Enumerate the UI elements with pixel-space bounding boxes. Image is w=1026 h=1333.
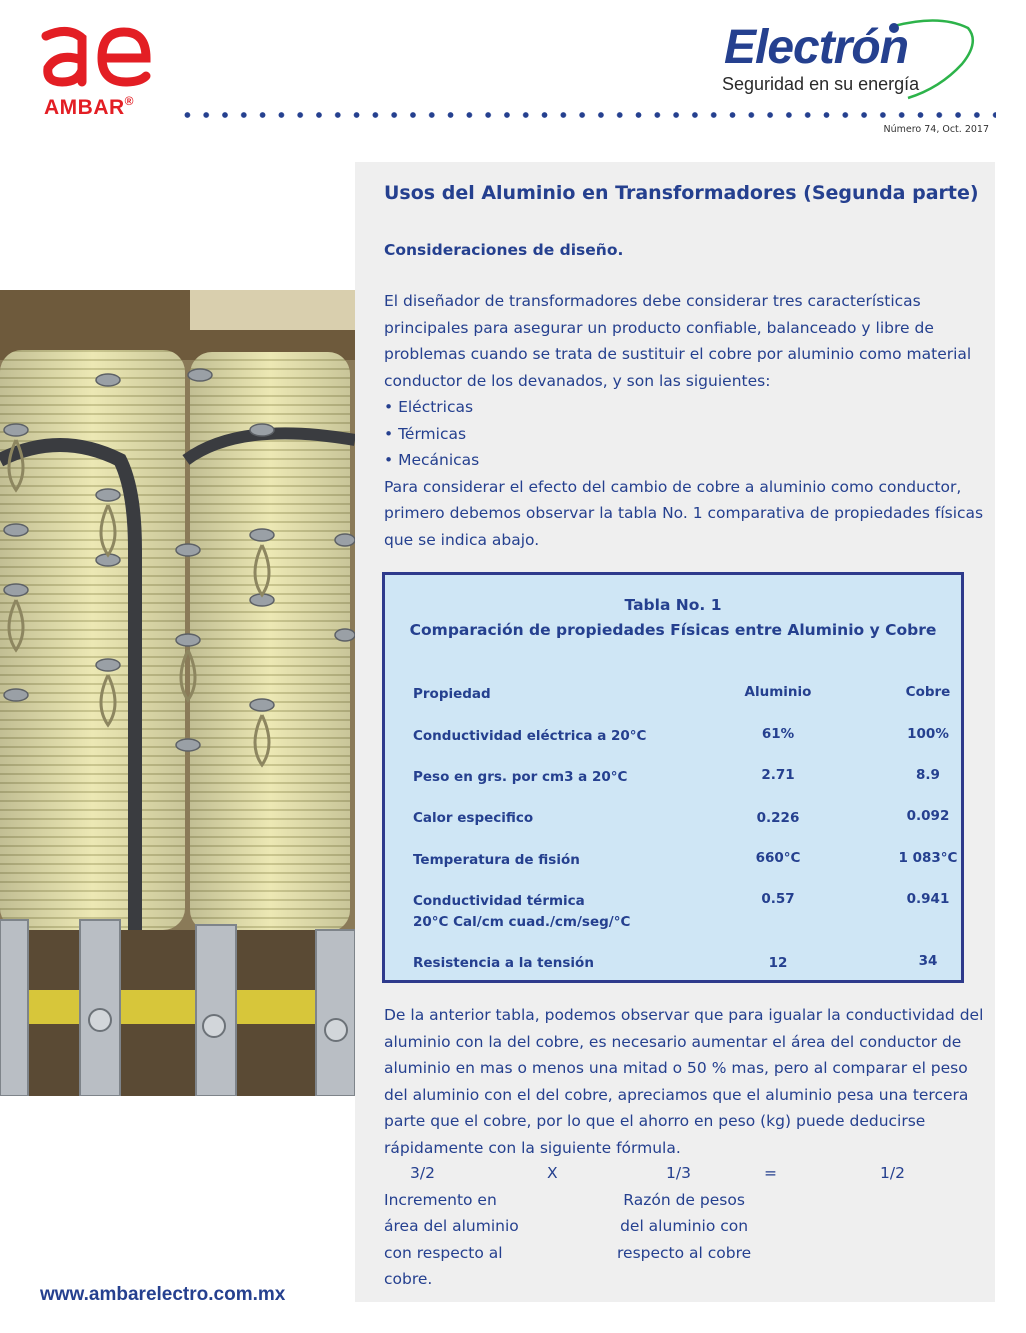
electron-brand: Electrón	[724, 21, 909, 74]
table-cell-aluminio: 0.226	[756, 810, 800, 826]
table-cell-property: Temperatura de fisión	[413, 852, 580, 868]
formula-operator-equals: =	[764, 1164, 777, 1182]
table-cell-cobre: 34	[918, 953, 938, 969]
table-header-cell: Cobre	[905, 684, 951, 700]
table-cell-property: Calor especifico	[413, 810, 534, 826]
table-header-cell: Aluminio	[744, 684, 812, 700]
formula-label-line: Razón de pesos	[623, 1191, 745, 1209]
article-title: Usos del Aluminio en Transformadores (Segunda parte)	[384, 182, 979, 204]
formula-term-b: 1/3	[666, 1164, 691, 1182]
formula-label-line: con respecto al	[384, 1243, 503, 1262]
comparison-table	[382, 572, 964, 983]
bullet-item: • Térmicas	[384, 424, 467, 443]
formula-operator-multiply: X	[547, 1164, 558, 1182]
table-cell-aluminio: 2.71	[761, 767, 795, 783]
issue-number: Número 74, Oct. 2017	[883, 124, 989, 135]
transformer-photo	[0, 290, 355, 1096]
table-cell-property: Peso en grs. por cm3 a 20°C	[413, 769, 628, 785]
formula-label-line: Incremento en	[384, 1191, 497, 1209]
table-cell-property: Resistencia a la tensión	[413, 955, 594, 971]
electron-logo	[718, 18, 980, 100]
intro-paragraph: El diseñador de transformadores debe considerar tres características principales para asegurar un producto confiable, balanceado y libre de problemas cuando se trata de sustituir el cobre por aluminio como material conductor de los devanados, y son las siguientes:	[384, 292, 972, 390]
table-cell-cobre: 8.9	[916, 767, 940, 783]
article-content	[384, 178, 984, 553]
bullet-item: • Eléctricas	[384, 398, 474, 416]
table-cell-property-line1: Conductividad térmica	[413, 893, 585, 909]
website-link[interactable]: www.ambarelectro.com.mx	[40, 1284, 286, 1305]
ambar-ae-logo	[38, 24, 154, 88]
table-cell-aluminio: 61%	[761, 726, 795, 742]
conclusion-text: De la anterior tabla, podemos observar que para igualar la conductividad del aluminio con la del cobre, es necesario aumentar el área del conductor de aluminio en mas o menos una mitad o 50 % mas, pero al comparar el peso del aluminio con el del cobre, apreciamos que el aluminio pesa una tercera parte que el cobre, por lo que el ahorro en peso (kg) puede deducirse rápidamente con la siguiente fórmula.	[384, 1006, 984, 1157]
table-caption-line1: Tabla No. 1	[624, 596, 722, 614]
article-subtitle: Consideraciones de diseño.	[384, 241, 624, 259]
electron-tagline: Seguridad en su energía	[722, 74, 920, 94]
formula-label-line: respecto al cobre	[617, 1243, 752, 1262]
ambar-brand: AMBAR®	[44, 94, 134, 119]
table-caption	[385, 593, 961, 643]
lead-paragraph: Para considerar el efecto del cambio de cobre a aluminio como conductor, primero debemos observar la tabla No. 1 comparativa de propiedades físicas que se indica abajo.	[384, 477, 984, 549]
table-cell-cobre: 100%	[907, 726, 949, 742]
table-header-cell: Propiedad	[413, 686, 491, 702]
formula-label-a	[384, 1187, 519, 1292]
table-cell-aluminio: 660°C	[755, 850, 801, 866]
table-cell-aluminio: 0.57	[761, 891, 795, 907]
dotted-divider	[178, 111, 996, 119]
bullet-item: • Mecánicas	[384, 451, 480, 469]
table-cell-property: Conductividad eléctrica a 20°C	[413, 728, 647, 744]
table-caption-line2: Comparación de propiedades Físicas entre Aluminio y Cobre	[409, 621, 937, 639]
formula-label-line: del aluminio con	[620, 1217, 749, 1236]
formula-label-line: cobre.	[384, 1269, 433, 1288]
table-cell-cobre: 0.941	[906, 891, 950, 907]
formula-result: 1/2	[880, 1164, 905, 1182]
table-cell-property	[413, 891, 693, 933]
registered-mark: ®	[124, 94, 134, 108]
after-table-paragraph	[384, 1002, 984, 1161]
table-cell-property-line2: 20°C Cal/cm cuad./cm/seg/°C	[413, 914, 631, 930]
formula-label-b	[617, 1187, 751, 1266]
formula-label-line: área del aluminio	[384, 1217, 519, 1236]
formula-term-a: 3/2	[410, 1164, 435, 1182]
table-cell-cobre: 1 083°C	[898, 850, 958, 866]
table-cell-aluminio: 12	[768, 955, 788, 971]
article-body	[384, 288, 984, 553]
table-cell-cobre: 0.092	[906, 808, 950, 824]
